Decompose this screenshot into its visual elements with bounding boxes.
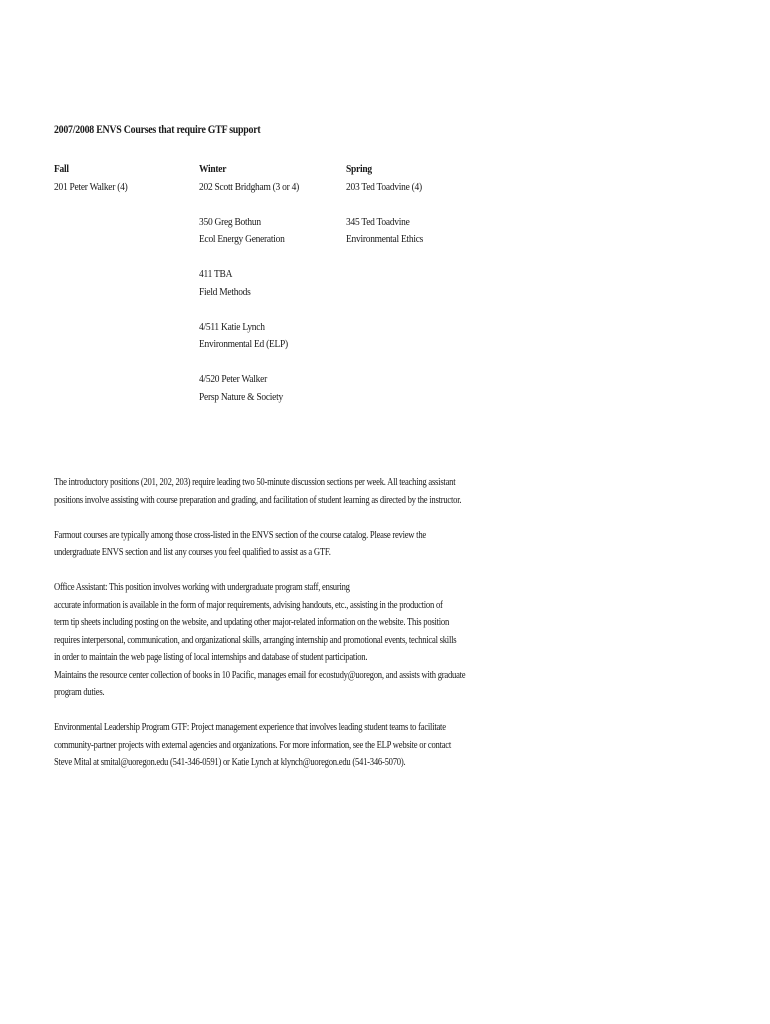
text-line: accurate information is available in the form of major requirements, advising handouts, etc., assisting in the production of	[54, 599, 443, 611]
course-line: 202 Scott Bridgham (3 or 4)	[199, 180, 299, 193]
paragraph-farmout	[54, 527, 574, 562]
course-entry	[346, 179, 423, 197]
document-title: 2007/2008 ENVS Courses that require GTF support	[54, 124, 261, 136]
text-line: Office Assistant: This position involves working with undergraduate program staff, ensuring	[54, 582, 350, 593]
text-line: positions involve assisting with course preparation and grading, and facilitation of student learning as directed by the instructor.	[54, 494, 462, 506]
text-line: term tip sheets including posting on the website, and updating other major-related information on the website. This position	[54, 617, 450, 628]
text-line: requires interpersonal, communication, and organizational skills, arranging internship and promotional events, technical skills	[54, 634, 457, 646]
text-line: Steve Mital at smital@uoregon.edu (541-346-0591) or Katie Lynch at klynch@uoregon.edu (541-346-5070).	[54, 757, 406, 768]
winter-heading: Winter	[199, 163, 227, 175]
course-entry	[346, 214, 423, 249]
spring-heading: Spring	[346, 163, 372, 175]
course-entry	[199, 371, 299, 406]
body-text	[54, 474, 574, 789]
text-line: in order to maintain the web page listing of local internships and database of student participation.	[54, 652, 368, 663]
winter-column	[199, 161, 315, 424]
text-line: community-partner projects with external agencies and organizations. For more information, see the ELP website or contact	[54, 739, 452, 751]
text-line: Environmental Leadership Program GTF: Project management experience that involves leading student teams to facilitate	[54, 722, 446, 733]
course-entry	[199, 266, 299, 301]
course-title: Field Methods	[199, 285, 251, 298]
text-line: program duties.	[54, 687, 105, 698]
course-title: Ecol Energy Generation	[199, 233, 285, 245]
paragraph-office-assistant	[54, 579, 574, 702]
course-line: 203 Ted Toadvine (4)	[346, 180, 422, 193]
course-entry	[54, 179, 128, 197]
course-line: 350 Greg Bothun	[199, 215, 261, 228]
course-title: Environmental Ethics	[346, 233, 424, 245]
fall-column	[54, 161, 139, 214]
course-entry	[199, 179, 299, 197]
text-line: Farmout courses are typically among those cross-listed in the ENVS section of the course catalog. Please review the	[54, 529, 426, 541]
text-line: Maintains the resource center collection of books in 10 Pacific, manages email for ecostudy@uoregon, and assists with graduate	[54, 669, 466, 681]
course-line: 4/520 Peter Walker	[199, 373, 267, 385]
course-line: 345 Ted Toadvine	[346, 215, 410, 228]
course-line: 201 Peter Walker (4)	[54, 180, 128, 193]
course-line: 4/511 Katie Lynch	[199, 320, 265, 333]
course-title: Persp Nature & Society	[199, 390, 283, 403]
paragraph-intro	[54, 474, 574, 509]
course-line: 411 TBA	[199, 268, 233, 280]
course-entry	[199, 319, 299, 354]
course-title: Environmental Ed (ELP)	[199, 338, 288, 350]
text-line: undergraduate ENVS section and list any courses you feel qualified to assist as a GTF.	[54, 547, 331, 558]
fall-heading: Fall	[54, 163, 69, 175]
spring-column	[346, 161, 436, 266]
text-line: The introductory positions (201, 202, 203) require leading two 50-minute discussion sections per week. All teaching assistant	[54, 477, 456, 488]
paragraph-elp	[54, 719, 574, 772]
course-entry	[199, 214, 299, 249]
